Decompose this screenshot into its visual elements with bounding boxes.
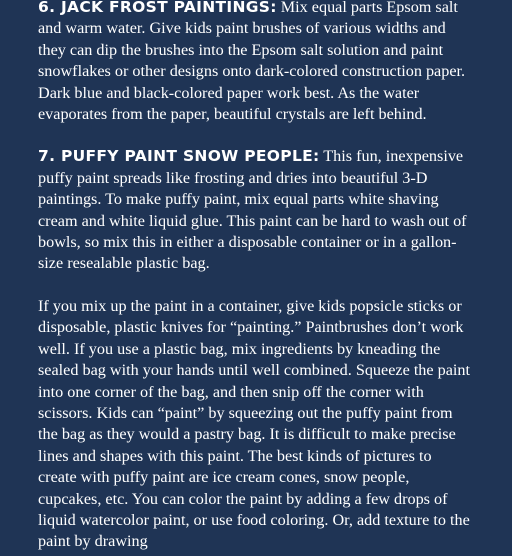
puffy-paint-instructions-paragraph: If you mix up the paint in a container, give kids popsicle sticks or disposable, plastic knives for “painting.” Paintbrushes don’t work well. If you use a plastic bag, mix ingredients by kneading the sealed bag with your hands until well combined. Squeeze the paint into one corner of the bag, and then snip off the corner with scissors. Kids can “paint” by squeezing out the puffy paint from the bag as they would a pastry bag. It is difficult to make precise lines and shapes with this paint. The best kinds of pictures to create with puffy paint are ice cream cones, snow people, cupcakes, etc. You can color the paint by adding a few drops of liquid watercolor paint, or use food coloring. Or, add texture to the paint by drawing — [38, 296, 471, 551]
jack-frost-paintings-text: Mix equal parts Epsom salt and warm water. Give kids paint brushes of various widths and they can dip the brushes into the Epsom salt solution and paint snowflakes or other designs onto dark-colored construction paper. Dark blue and black-colored paper work best. As the water evaporates from the paper, beautiful crystals are left behind. — [38, 0, 466, 124]
jack-frost-paintings-heading: 6. JACK FROST PAINTINGS: — [38, 0, 277, 16]
jack-frost-paintings-paragraph — [38, 0, 474, 125]
puffy-paint-snow-people-text: This fun, inexpensive puffy paint spreads like frosting and dries into beautiful 3-D paintings. To make puffy paint, mix equal parts white shaving cream and white liquid glue. This paint can be hard to wash out of bowls, so mix this in either a disposable container or in a gallon-size resealable plastic bag. — [38, 147, 467, 273]
puffy-paint-snow-people-heading: 7. PUFFY PAINT SNOW PEOPLE: — [38, 147, 320, 166]
puffy-paint-snow-people-paragraph — [38, 146, 474, 274]
